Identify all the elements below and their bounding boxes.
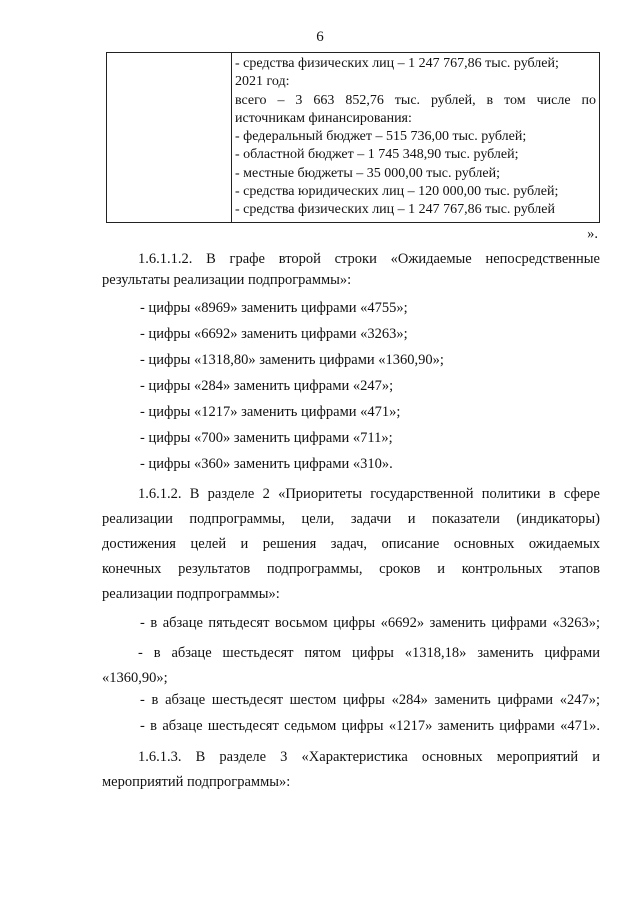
paragraph-line: результаты реализации подпрограммы»: xyxy=(102,272,352,288)
paragraph-line: достижения целей и решения задач, описание основных ожидаемых xyxy=(102,536,600,552)
list-item: - цифры «360» заменить цифрами «310». xyxy=(140,456,393,472)
table-line: - областной бюджет – 1 745 348,90 тыс. рублей; xyxy=(235,147,519,163)
paragraph-line: реализации подпрограммы, цели, задачи и показатели (индикаторы) xyxy=(102,511,600,527)
list-item xyxy=(102,641,600,691)
list-item: - в абзаце шестьдесят седьмом цифры «1217» заменить цифрами «471». xyxy=(140,718,600,734)
financing-table xyxy=(106,52,600,223)
paragraph-line: 1.6.1.3. В разделе 3 «Характеристика основных мероприятий и xyxy=(138,749,600,765)
table-line: 2021 год: xyxy=(235,74,290,90)
paragraph-line: реализации подпрограммы»: xyxy=(102,586,280,602)
paragraph-line: «1360,90»; xyxy=(102,670,168,686)
paragraph-line: - в абзаце шестьдесят пятом цифры «1318,18» заменить цифрами xyxy=(138,645,600,661)
list-item: - цифры «284» заменить цифрами «247»; xyxy=(140,378,394,394)
paragraph-1-6-1-3 xyxy=(102,745,600,795)
list-item: - цифры «6692» заменить цифрами «3263»; xyxy=(140,326,408,342)
page-number: 6 xyxy=(316,29,324,45)
table-left-cell xyxy=(107,53,232,223)
closing-quote: ». xyxy=(587,226,598,242)
table-line: - средства физических лиц – 1 247 767,86 тыс. рублей; xyxy=(235,56,559,71)
list-item: - цифры «1217» заменить цифрами «471»; xyxy=(140,404,401,420)
list-item: - в абзаце шестьдесят шестом цифры «284» заменить цифрами «247»; xyxy=(140,692,600,708)
paragraph-line: 1.6.1.1.2. В графе второй строки «Ожидаемые непосредственные xyxy=(138,251,600,267)
paragraph-1-6-1-2 xyxy=(102,482,600,607)
table-line: всего – 3 663 852,76 тыс. рублей, в том числе по xyxy=(235,92,596,108)
paragraph-line: конечных результатов подпрограммы, сроков и контрольных этапов xyxy=(102,561,600,577)
table-line: - средства физических лиц – 1 247 767,86 тыс. рублей xyxy=(235,202,556,218)
list-item: - в абзаце пятьдесят восьмом цифры «6692» заменить цифрами «3263»; xyxy=(140,615,600,631)
table-row xyxy=(107,53,600,223)
table-line: - местные бюджеты – 35 000,00 тыс. рублей; xyxy=(235,165,500,181)
table-right-cell xyxy=(232,53,600,223)
table-line: источникам финансирования: xyxy=(235,110,412,126)
list-item: - цифры «8969» заменить цифрами «4755»; xyxy=(140,300,408,316)
table-line: - федеральный бюджет – 515 736,00 тыс. рублей; xyxy=(235,129,527,145)
list-item: - цифры «1318,80» заменить цифрами «1360,90»; xyxy=(140,352,444,368)
list-item: - цифры «700» заменить цифрами «711»; xyxy=(140,430,393,446)
paragraph-1-6-1-1-2 xyxy=(102,249,600,291)
table-line: - средства юридических лиц – 120 000,00 тыс. рублей; xyxy=(235,184,559,200)
paragraph-line: мероприятий подпрограммы»: xyxy=(102,774,291,790)
paragraph-line: 1.6.1.2. В разделе 2 «Приоритеты государственной политики в сфере xyxy=(138,486,600,502)
